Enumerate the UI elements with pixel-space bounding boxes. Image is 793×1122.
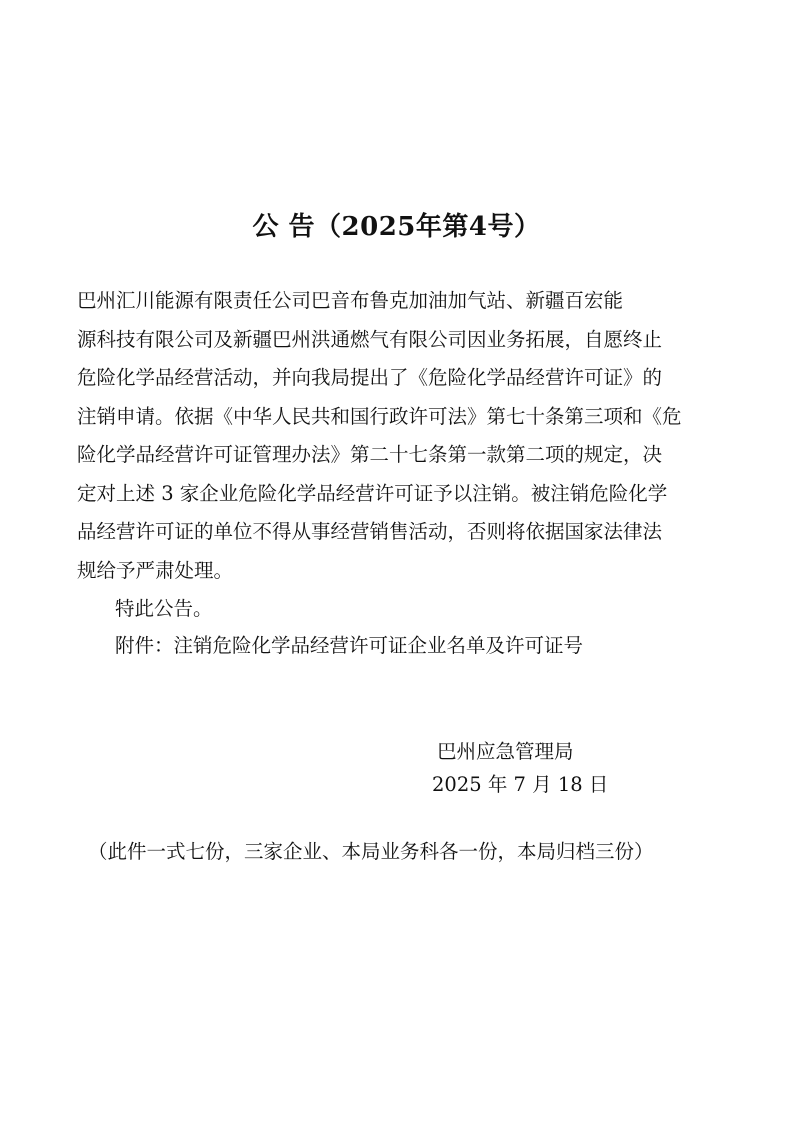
body-line: 危险化学品经营活动，并向我局提出了《危险化学品经营许可证》的 — [77, 366, 663, 389]
document-title: 公 告（2025年第4号） — [252, 212, 541, 242]
issuing-authority: 巴州应急管理局 — [437, 740, 574, 763]
body-line: 品经营许可证的单位不得从事经营销售活动，否则将依据国家法律法 — [77, 520, 663, 543]
body-line: 险化学品经营许可证管理办法》第二十七条第一款第二项的规定，决 — [77, 443, 663, 466]
body-line: 定对上述 3 家企业危险化学品经营许可证予以注销。被注销危险化学 — [77, 481, 668, 505]
issue-date: 2025 年 7 月 18 日 — [432, 773, 609, 796]
distribution-note: （此件一式七份，三家企业、本局业务科各一份，本局归档三份） — [88, 840, 654, 863]
body-line: 规给予严肃处理。 — [77, 558, 234, 582]
body-line: 巴州汇川能源有限责任公司巴音布鲁克加油加气站、新疆百宏能 — [77, 289, 624, 312]
body-line: 源科技有限公司及新疆巴州洪通燃气有限公司因业务拓展，自愿终止 — [77, 327, 663, 351]
body-line: 注销申请。依据《中华人民共和国行政许可法》第七十条第三项和《危 — [77, 404, 682, 428]
closing-text: 特此公告。 — [115, 597, 213, 620]
attachment-text: 附件：注销危险化学品经营许可证企业名单及许可证号 — [115, 634, 584, 657]
body-paragraph — [77, 282, 717, 590]
